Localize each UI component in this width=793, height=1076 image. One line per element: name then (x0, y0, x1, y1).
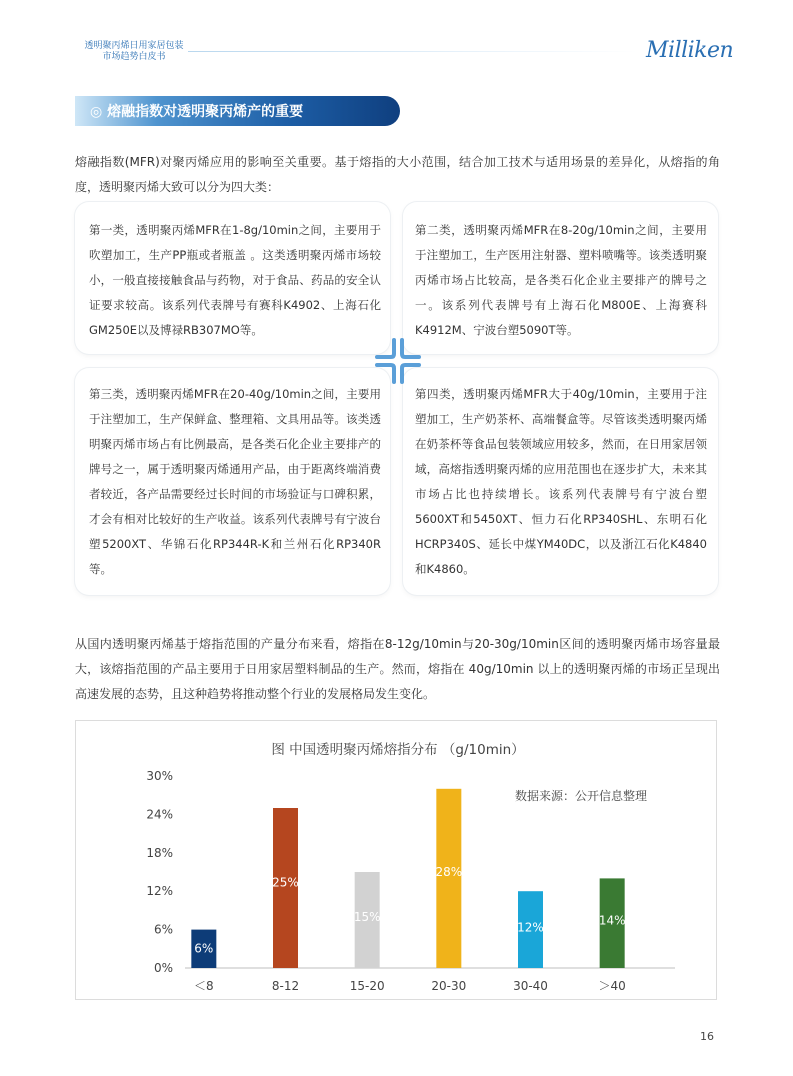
bar-value-label: 15% (353, 910, 381, 925)
x-tick-label: 20-30 (431, 979, 467, 993)
section-title: ◎ 熔融指数对透明聚丙烯产的重要 (90, 104, 304, 120)
milliken-logo: Milliken (646, 38, 734, 63)
chart-title: 图 中国透明聚丙烯熔指分布 （g/10min） (271, 742, 525, 758)
cross-ornament-icon (373, 336, 423, 386)
chart-source-annotation: 数据来源：公开信息整理 (514, 789, 647, 803)
bar-value-label: 25% (272, 875, 299, 890)
category-1-text: 第一类，透明聚丙烯MFR在1-8g/10min之间，主要用于吹塑加工，生产PP瓶或者瓶盖 。这类透明聚丙烯市场较小，一般直接接触食品与药物，对于食品、药品的安全认证要求较高。该系列代表牌号有赛科K4902、上海石化GM250E以及博禄RB307MO等。 (89, 223, 381, 337)
market-paragraph: 从国内透明聚丙烯基于熔指范围的产量分布来看，熔指在8-12g/10min与20-30g/10min区间的透明聚丙烯市场容量最大，该熔指范围的产品主要用于日用家居塑料制品的生产。然而，熔指在 40g/10min 以上的透明聚丙烯的市场正呈现出高速发展的态势，且这种趋势将推动整个行业的发展格局发生变化。 (75, 637, 720, 701)
header-divider (188, 51, 638, 52)
y-tick-label: 6% (153, 922, 173, 937)
header-title (79, 41, 189, 63)
category-4-text: 第四类，透明聚丙烯MFR大于40g/10min，主要用于注塑加工，生产奶茶杯、高端餐盒等。尽管该类透明聚丙烯在奶茶杯等食品包装领域应用较多，然而，在日用家居领域，高熔指透明聚丙烯的应用范围也在逐步扩大，未来其市场占比也持续增长。该系列代表牌号有宁波台塑5600XT和5450XT、恒力石化RP340SHL、东明石化HCRP340S、延长中煤YM40DC，以及浙江石化K4840和K4860。 (415, 387, 707, 576)
x-tick-label: ＞40 (598, 979, 626, 993)
x-tick-label: 8-12 (271, 979, 300, 993)
melt-index-distribution-chart (75, 720, 717, 1000)
bar-value-label: 12% (517, 920, 544, 935)
x-tick-label: 30-40 (513, 979, 548, 993)
y-tick-label: 12% (146, 884, 173, 899)
bar-value-label: 14% (598, 913, 626, 928)
bar-value-label: 28% (435, 865, 463, 880)
y-tick-label: 18% (146, 845, 173, 860)
y-tick-label: 24% (146, 807, 173, 822)
x-tick-label: 15-20 (349, 979, 385, 993)
category-2-text: 第二类，透明聚丙烯MFR在8-20g/10min之间，主要用于注塑加工，生产医用注射器、塑料喷嘴等。该类透明聚丙烯市场占比较高，是各类石化企业主要排产的牌号之一。该系列代表牌号有上海石化M800E、上海赛科K4912M、宁波台塑5090T等。 (415, 223, 707, 337)
x-tick-label: ＜8 (194, 979, 214, 993)
y-tick-label: 0% (153, 961, 173, 975)
category-3-text: 第三类，透明聚丙烯MFR在20-40g/10min之间，主要用于注塑加工，生产保鲜盒、整理箱、文具用品等。该类透明聚丙烯市场占有比例最高，是各类石化企业主要排产的牌号之一，属于透明聚丙烯通用产品，由于距离终端消费者较近，各产品需要经过长时间的市场验证与口碑积累，才会有相对比较好的生产收益。该系列代表牌号有宁波台塑5200XT、华锦石化RP344R-K和兰州石化RP340R等。 (89, 387, 381, 576)
header-title-line1: 透明聚丙烯日用家居包装 (84, 41, 184, 51)
page-number: 16 (700, 1030, 714, 1043)
intro-paragraph: 熔融指数(MFR)对聚丙烯应用的影响至关重要。基于熔指的大小范围，结合加工技术与适用场景的差异化，从熔指的角度，透明聚丙烯大致可以分为四大类： (75, 155, 720, 194)
header-title-line2: 市场趋势白皮书 (102, 52, 166, 62)
y-tick-label: 30% (146, 769, 173, 783)
bar-value-label: 6% (194, 941, 214, 956)
